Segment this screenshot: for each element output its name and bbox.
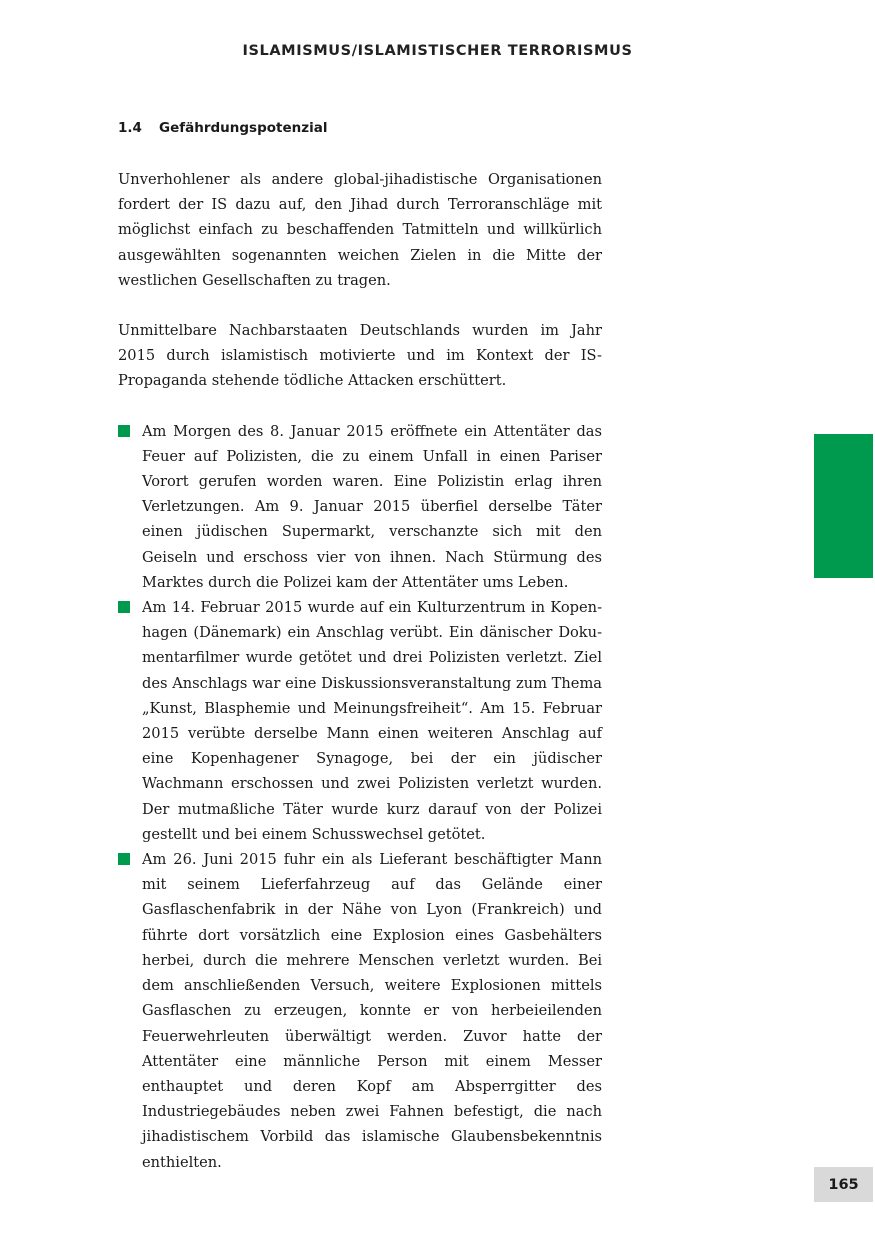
paragraph-intro: Unverhohlener als andere global-jihadistische Organisationen fordert der IS dazu auf, den Jihad durch Terroranschläge mit möglichst einfach zu beschaffenden Tatmitteln und willkürlich ausgewählten sogenannten weichen Zielen in die Mitte der westlichen Gesellschaften zu tragen. bbox=[118, 171, 602, 289]
green-square-bullet-icon bbox=[118, 853, 130, 865]
list-item-text: Am 26. Juni 2015 fuhr ein als Lieferant beschäftigter Mann mit seinem Lieferfahrzeug auf das Gelände einer Gasflaschenfabrik in der Nähe von Lyon (Frankreich) und führte dort vorsätzlich eine Explosion eines Gasbehälters herbei, durch die mehrere Menschen verletzt wurden. Bei dem anschließenden Versuch, weitere Explosionen mittels Gasflaschen zu erzeugen, konnte er von herbeieilenden Feuerwehrleuten überwältigt werden. Zuvor hatte der Attentäter eine männliche Person mit einem Messer enthauptet und deren Kopf am Absperrgitter des Industriegebäudes neben zwei Fahnen befestigt, die nach jihadistischem Vorbild das islamische Glaubensbekenntnis enthielten. bbox=[142, 851, 602, 1171]
list-item-text: Am Morgen des 8. Januar 2015 eröffnete ein Attentäter das Feuer auf Polizisten, die zu einem Unfall in einen Pariser Vorort gerufen worden waren. Eine Polizistin erlag ihren Verletzungen. Am 9. Januar 2015 überfiel derselbe Täter einen jüdischen Supermarkt, verschanzte sich mit den Geiseln und erschoss vier von ihnen. Nach Stürmung des Marktes durch die Polizei kam der Attentäter ums Leben. bbox=[142, 422, 602, 591]
section-title: Gefährdungspotenzial bbox=[159, 120, 328, 136]
chapter-side-tab bbox=[814, 434, 873, 578]
paragraph-neighbours: Unmittelbare Nachbarstaaten Deutschlands wurden im Jahr 2015 durch islamistisch motivierte und im Kontext der IS-Propaganda stehende tödliche Attacken erschüttert. bbox=[118, 322, 602, 390]
main-content bbox=[118, 118, 602, 1175]
list-item-text: Am 14. Februar 2015 wurde auf ein Kulturzentrum in Kopenhagen (Dänemark) ein Anschlag verübt. Ein dänischer Dokumentarfilmer wurde getötet und drei Polizisten verletzt. Ziel des Anschlags war eine Diskussionsveranstaltung zum Thema „Kunst, Blasphemie und Meinungsfreiheit“. Am 15. Februar 2015 verübte derselbe Mann einen weiteren Anschlag auf eine Kopenhagener Synagoge, bei der ein jüdischer Wachmann erschossen und zwei Polizisten verletzt wurden. Der mutmaßliche Täter wurde kurz darauf von der Polizei gestellt und bei einem Schusswechsel getötet. bbox=[142, 599, 602, 843]
attack-list bbox=[118, 419, 602, 1175]
list-item bbox=[118, 847, 602, 1175]
running-header: ISLAMISMUS/ISLAMISTISCHER TERRORISMUS bbox=[242, 43, 633, 59]
section-number: 1.4 bbox=[118, 120, 142, 136]
page-number-box bbox=[814, 1167, 873, 1202]
green-square-bullet-icon bbox=[118, 601, 130, 613]
section-heading bbox=[118, 118, 602, 138]
list-item bbox=[118, 419, 602, 595]
page-number: 165 bbox=[828, 1176, 859, 1193]
green-square-bullet-icon bbox=[118, 425, 130, 437]
list-item bbox=[118, 595, 602, 847]
